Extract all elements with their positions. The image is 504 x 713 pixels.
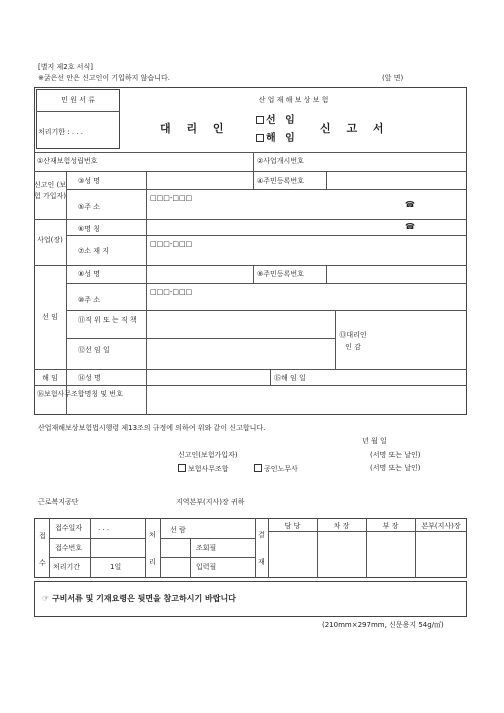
option-appoint[interactable] (256, 116, 298, 125)
approval-header-3: 부 장 (382, 522, 399, 530)
labor-attorney-text: 공인노무사 (264, 465, 298, 473)
approval-header-1: 담 당 (284, 522, 301, 530)
agent-type-a[interactable] (178, 464, 229, 473)
insurance-number-label: ①산재보험성립번호 (37, 157, 98, 165)
route-label: 선 람 (170, 526, 186, 534)
reporter-addr-label: ⑤주 소 (78, 203, 101, 211)
reporter-rrn-label: ④주민등록번호 (257, 177, 304, 185)
sign-note-2: (서명 또는 날인) (370, 464, 421, 472)
dismiss-date-label: ⑮해 임 일 (274, 374, 306, 382)
dismiss-name-label: ⑭성 명 (78, 374, 101, 382)
appoint-name-label: ⑧성 명 (78, 270, 101, 278)
appoint-group: 선 임 (42, 313, 58, 321)
phone-icon-2: ☎ (405, 222, 415, 231)
appoint-label: 선 임 (266, 115, 298, 126)
sign-note-1: (서명 또는 날인) (370, 451, 421, 459)
reporter-zip: □□□-□□□ (150, 194, 193, 202)
dismiss-checkbox[interactable] (256, 134, 264, 142)
seal-label: ⑬대리인 인 감 (339, 331, 367, 351)
business-group: 사업(장) (37, 236, 63, 244)
page-side: (앞 면) (382, 74, 404, 82)
form-number: [별지 제2호 서식] (38, 63, 93, 71)
option-dismiss[interactable] (256, 134, 298, 143)
reporter-sign-label: 신고인(보험가입자) (178, 451, 238, 459)
addressee-dept: 지역본부(지사)장 귀하 (176, 498, 245, 506)
period-value: 1일 (110, 563, 122, 571)
reporter-name-label: ③성 명 (78, 177, 101, 185)
business-zip: □□□-□□□ (150, 240, 193, 248)
business-name-label: ⑥명 칭 (78, 225, 101, 233)
proc-char-1: 처 (149, 531, 156, 539)
footer-note: ☞ 구비서류 및 기재요령은 뒷면을 참고하시기 바랍니다 (42, 594, 236, 603)
appoint-addr-label: ⑩주 소 (78, 296, 101, 304)
addressee-org: 근로복지공단 (38, 498, 79, 506)
insurance-title: 산 업 재 해 보 상 보 험 (258, 96, 329, 104)
dismiss-label: 해 임 (266, 133, 298, 144)
period-label: 처리기간 (53, 563, 81, 571)
business-start-label: ②사업개시번호 (257, 157, 304, 165)
receipt-char-1: 접 (39, 532, 46, 540)
phone-icon: ☎ (405, 200, 415, 209)
approval-char-1: 결 (258, 531, 265, 539)
report-title: 신 고 서 (320, 122, 390, 135)
labor-union-text: 보험사무조합 (188, 465, 229, 473)
approval-header-2: 차 장 (333, 522, 350, 530)
appoint-rrn-label: ⑨주민등록번호 (257, 270, 304, 278)
appoint-zip: □□□-□□□ (150, 288, 193, 296)
approval-header-4: 본부(지사)장 (421, 522, 461, 530)
receipt-number-label: 접수번호 (55, 544, 83, 552)
declaration-date: 년 월 일 (362, 437, 387, 445)
dismiss-group: 해 임 (42, 374, 58, 382)
labor-attorney-checkbox[interactable] (254, 464, 262, 472)
form-note: ※굵은선 안은 신고인이 기입하지 않습니다. (38, 74, 170, 82)
labor-union-checkbox[interactable] (178, 464, 186, 472)
receipt-date-label: 접수일자 (55, 524, 83, 532)
inquiry-label: 조회필 (196, 544, 217, 552)
agent-title: 대 리 인 (160, 122, 230, 135)
approval-char-2: 재 (258, 558, 265, 566)
appoint-date-label: ⑫선 임 일 (78, 346, 110, 354)
appoint-checkbox[interactable] (256, 116, 264, 124)
paper-spec: (210mm×297mm, 신문용지 54g/㎡) (322, 621, 444, 629)
civil-divider (36, 111, 120, 112)
receipt-char-2: 수 (39, 559, 46, 567)
agent-type-b[interactable] (254, 464, 298, 473)
deadline-field: 처리기한 : . . . (38, 128, 83, 136)
labor-union-label: ⑯보험사무조합명칭 및 번호 (37, 390, 123, 398)
proc-char-2: 리 (149, 558, 156, 566)
receipt-date-value: . . . (98, 524, 110, 532)
position-label: ⑪직 위 또 는 직 책 (78, 316, 137, 324)
input-label: 입력필 (196, 563, 217, 571)
reporter-group: 신고인 (보험 가입자) (34, 181, 67, 200)
business-loc-label: ⑦소 재 지 (78, 247, 110, 255)
declaration-text: 산업재해보상보험법시행령 제13조의 규정에 의하여 위와 같이 신고합니다. (38, 424, 266, 432)
civil-docs: 민 원 서 류 (61, 96, 95, 104)
